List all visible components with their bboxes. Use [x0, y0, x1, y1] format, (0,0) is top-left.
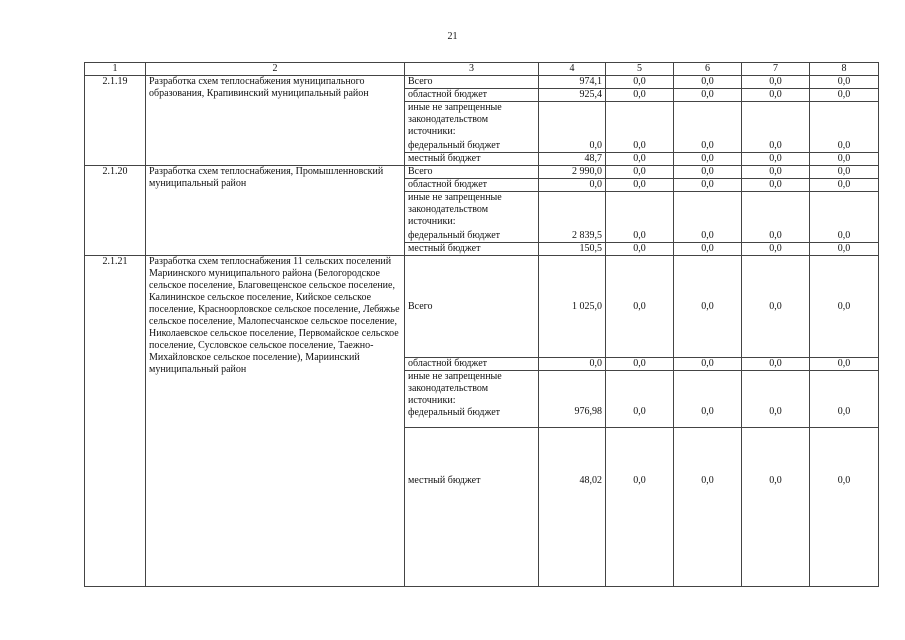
source-local: местный бюджет — [405, 428, 539, 587]
header-cell: 8 — [810, 63, 879, 76]
source-federal: федеральный бюджет — [405, 140, 539, 153]
amount-cell: 0,0 — [742, 256, 810, 358]
amount-cell: 150,5 — [539, 243, 606, 256]
item-title: Разработка схем теплоснабжения, Промышленновский муниципальный район — [146, 166, 405, 256]
amount-cell: 0,0 — [674, 192, 742, 243]
amount-cell: 0,0 — [674, 153, 742, 166]
amount-cell: 0,0 — [742, 89, 810, 102]
source-other: иные не запрещенные законодательством источники: — [408, 192, 502, 227]
amount-cell: 0,0 — [674, 371, 742, 428]
amount-cell: 0,0 — [606, 192, 674, 243]
amount-cell: 0,0 — [674, 89, 742, 102]
source-regional: областной бюджет — [405, 179, 539, 192]
header-row — [85, 63, 879, 76]
budget-table — [84, 62, 879, 587]
amount-cell: 0,0 — [742, 358, 810, 371]
source-total: Всего — [405, 166, 539, 179]
amount-cell: 0,0 — [606, 166, 674, 179]
source-local: местный бюджет — [405, 153, 539, 166]
amount-cell: 0,0 — [810, 256, 879, 358]
amount-cell: 0,0 — [606, 89, 674, 102]
amount-cell: 925,4 — [539, 89, 606, 102]
amount-cell: 48,7 — [539, 153, 606, 166]
amount-cell: 1 025,0 — [539, 256, 606, 358]
source-regional: областной бюджет — [405, 89, 539, 102]
amount-cell: 0,0 — [810, 243, 879, 256]
amount-cell: 0,0 — [810, 153, 879, 166]
amount-cell: 0,0 — [742, 428, 810, 587]
source-federal: федеральный бюджет — [405, 230, 539, 243]
amount-cell: 0,0 — [606, 358, 674, 371]
source-federal: федеральный бюджет — [408, 407, 501, 418]
amount-cell: 0,0 — [606, 102, 674, 153]
amount-cell: 0,0 — [606, 76, 674, 89]
amount-cell: 0,0 — [606, 243, 674, 256]
amount-cell: 0,0 — [810, 428, 879, 587]
source-total: Всего — [405, 76, 539, 89]
amount-cell: 0,0 — [539, 358, 606, 371]
amount-cell: 0,0 — [810, 102, 879, 153]
header-cell: 7 — [742, 63, 810, 76]
amount-cell: 0,0 — [539, 179, 606, 192]
amount-cell: 0,0 — [674, 256, 742, 358]
item-number: 2.1.21 — [85, 256, 146, 587]
amount-cell: 0,0 — [674, 179, 742, 192]
amount-cell: 0,0 — [810, 166, 879, 179]
amount-cell: 0,0 — [742, 76, 810, 89]
header-cell: 3 — [405, 63, 539, 76]
amount-cell: 0,0 — [742, 371, 810, 428]
amount-cell: 0,0 — [742, 153, 810, 166]
source-other: иные не запрещенные законодательством источники: — [408, 371, 502, 406]
header-cell: 1 — [85, 63, 146, 76]
amount-cell: 0,0 — [742, 243, 810, 256]
header-cell: 5 — [606, 63, 674, 76]
amount-cell: 0,0 — [606, 371, 674, 428]
amount-cell: 0,0 — [674, 428, 742, 587]
amount-cell: 0,0 — [810, 179, 879, 192]
amount-cell: 0,0 — [674, 358, 742, 371]
amount-cell: 0,0 — [742, 102, 810, 153]
amount-cell: 0,0 — [606, 153, 674, 166]
amount-cell: 0,0 — [606, 179, 674, 192]
amount-cell: 2 990,0 — [539, 166, 606, 179]
amount-cell: 0,0 — [810, 76, 879, 89]
amount-cell: 0,0 — [606, 256, 674, 358]
amount-cell: 48,02 — [539, 428, 606, 587]
amount-cell: 976,98 — [539, 371, 606, 428]
page-number: 21 — [447, 31, 458, 42]
source-regional: областной бюджет — [405, 358, 539, 371]
source-total: Всего — [405, 256, 539, 358]
table-row — [85, 166, 879, 179]
item-title: Разработка схем теплоснабжения муниципального образования, Крапивинский муниципальный район — [146, 76, 405, 166]
amount-cell: 974,1 — [539, 76, 606, 89]
amount-cell: 0,0 — [742, 192, 810, 243]
amount-cell: 0,0 — [742, 166, 810, 179]
amount-cell: 0,0 — [674, 76, 742, 89]
amount-cell: 0,0 — [742, 179, 810, 192]
amount-cell: 0,0 — [810, 192, 879, 243]
amount-cell: 2 839,5 — [539, 192, 606, 243]
amount-cell: 0,0 — [539, 102, 606, 153]
header-cell: 6 — [674, 63, 742, 76]
header-cell: 4 — [539, 63, 606, 76]
item-number: 2.1.19 — [85, 76, 146, 166]
amount-cell: 0,0 — [674, 243, 742, 256]
source-other: иные не запрещенные законодательством источники: — [408, 102, 502, 137]
amount-cell: 0,0 — [810, 358, 879, 371]
amount-cell: 0,0 — [674, 102, 742, 153]
source-local: местный бюджет — [405, 243, 539, 256]
amount-cell: 0,0 — [810, 89, 879, 102]
amount-cell: 0,0 — [606, 428, 674, 587]
amount-cell: 0,0 — [674, 166, 742, 179]
item-number: 2.1.20 — [85, 166, 146, 256]
item-title: Разработка схем теплоснабжения 11 сельских поселений Мариинского муниципального района (Белогородское сельское поселение, Благовещенское сельское поселение, Калининское сельское поселение, Кийское сельское поселение, Красноорловское сельское поселение, Лебяжье сельское поселение, Малопесчанское сельское поселение, Николаевское сельское поселение, Первомайское сельское поселение, Сусловское сельское поселение, Таежно-Михайловское сельское поселение), Мариинский муниципальный район — [146, 256, 405, 587]
table-row — [85, 76, 879, 89]
amount-cell: 0,0 — [810, 371, 879, 428]
header-cell: 2 — [146, 63, 405, 76]
table-row — [85, 256, 879, 358]
